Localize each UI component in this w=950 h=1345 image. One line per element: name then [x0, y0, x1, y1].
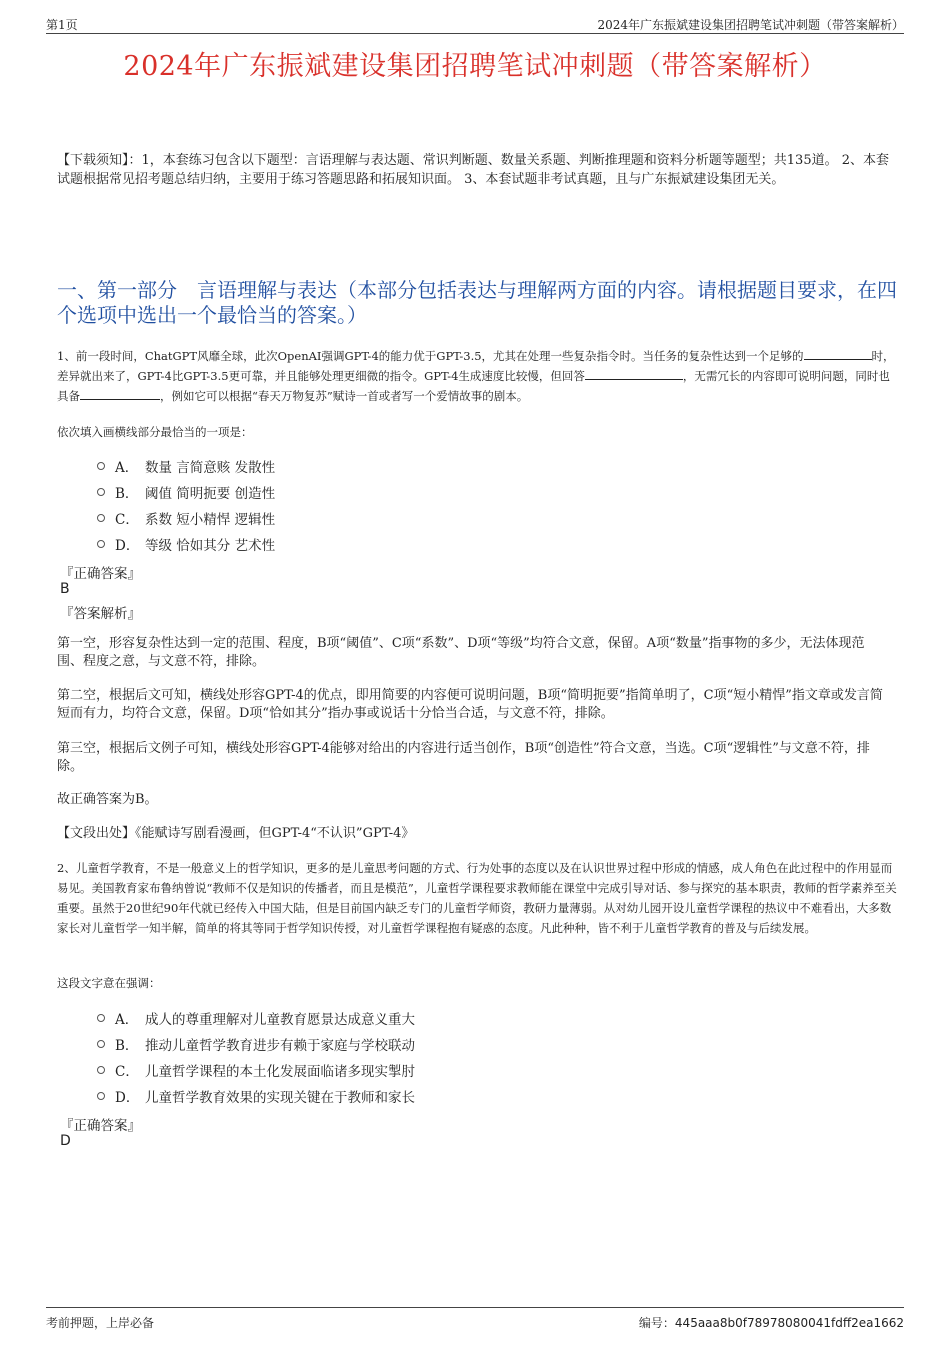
q1-analysis-paragraph: 第三空，根据后文例子可知，横线处形容GPT-4能够对给出的内容进行适当创作，B项“创造性”符合文意，当选。C项“逻辑性”与文意不符，排除。 — [57, 741, 870, 774]
option-text: 儿童哲学课程的本土化发展面临诸多现实掣肘 — [145, 1064, 415, 1080]
q1-analysis-paragraph: 第二空，根据后文可知，横线处形容GPT-4的优点，即用简要的内容便可说明问题，B项“简明扼要”指简单明了，C项“短小精悍”指文章或发言简短而有力，均符合文意，保留。D项“恰如其分”指办事或说话十分恰当合适，与文意不符，排除。 — [57, 688, 883, 721]
q2-option-d[interactable] — [97, 1086, 415, 1106]
q2-option-c[interactable] — [97, 1060, 415, 1080]
option-letter: B． — [115, 486, 139, 502]
q1-option-d[interactable] — [97, 534, 275, 554]
q1-stem-part-1: 1、前一段时间，ChatGPT风靡全球，此次OpenAI强调GPT-4的能力优于GPT-3.5，尤其在处理一些复杂指令时。当任务的复杂性达到一个足够的 — [57, 349, 804, 363]
header-divider — [46, 33, 904, 34]
q1-stem-part-2: 时，差异就出来了，GPT-4比GPT-3.5更可靠，并且能够处理更细微的指令。GPT-4生成速度比较慢，但回答 — [57, 349, 895, 383]
fill-blank-1 — [804, 347, 872, 360]
option-letter: B． — [115, 1038, 139, 1054]
q1-answer: B — [60, 581, 70, 597]
q1-source: 【文段出处】《能赋诗写剧看漫画，但GPT-4“不认识”GPT-4》 — [57, 826, 415, 841]
question-1-stem — [57, 346, 897, 406]
question-1-prompt: 依次填入画横线部分最恰当的一项是： — [57, 425, 253, 439]
radio-icon[interactable] — [97, 1014, 105, 1022]
option-text: 儿童哲学教育效果的实现关键在于教师和家长 — [145, 1090, 415, 1106]
serial-code: 445aaa8b0f78978080041fdff2ea1662 — [674, 1316, 904, 1330]
document-title: 2024年广东振斌建设集团招聘笔试冲刺题（带答案解析） — [123, 51, 827, 82]
page-number: 第1页 — [46, 18, 78, 32]
q2-option-b[interactable] — [97, 1034, 415, 1054]
radio-icon[interactable] — [97, 1040, 105, 1048]
fill-blank-2 — [585, 367, 683, 380]
q1-analysis-label: 『答案解析』 — [60, 606, 141, 622]
q2-answer-label: 『正确答案』 — [60, 1118, 141, 1134]
header-doc-title: 2024年广东振斌建设集团招聘笔试冲刺题（带答案解析） — [597, 18, 904, 32]
question-2-prompt: 这段文字意在强调： — [57, 976, 161, 990]
option-letter: D． — [115, 538, 140, 554]
q2-option-a[interactable] — [97, 1008, 415, 1028]
option-letter: C． — [115, 512, 139, 528]
serial-label: 编号： — [638, 1316, 675, 1330]
option-letter: D． — [115, 1090, 140, 1106]
q1-stem-part-3: ，无需冗长的内容即可说明问题，同时也具备 — [57, 369, 890, 403]
option-text: 阈值 简明扼要 创造性 — [145, 486, 276, 502]
option-text: 数量 言简意赅 发散性 — [145, 460, 276, 476]
q1-option-b[interactable] — [97, 482, 275, 502]
radio-icon[interactable] — [97, 514, 105, 522]
footer-slogan: 考前押题，上岸必备 — [46, 1316, 155, 1330]
download-notice: 【下载须知】：1，本套练习包含以下题型：言语理解与表达题、常识判断题、数量关系题、判断推理题和资料分析题等题型；共135道。 2、本套试题根据常见招考题总结归纳，主要用于练习答题思路和拓展知识面。 3、本套试题非考试真题，且与广东振斌建设集团无关。 — [57, 153, 889, 187]
q1-answer-label: 『正确答案』 — [60, 566, 141, 582]
radio-icon[interactable] — [97, 1092, 105, 1100]
radio-icon[interactable] — [97, 462, 105, 470]
question-2-stem: 2、儿童哲学教育，不是一般意义上的哲学知识，更多的是儿童思考问题的方式、行为处事的态度以及在认识世界过程中形成的情感，成人角色在此过程中的作用显而易见。美国教育家布鲁纳曾说“教师不仅是知识的传播者，而且是模范”，儿童哲学课程要求教师能在课堂中完成引导对话、参与探究的基本职责，教师的哲学素养至关重要。虽然于20世纪90年代就已经传入中国大陆，但是目前国内缺乏专门的儿童哲学师资，教研力量薄弱。从对幼儿园开设儿童哲学课程的热议中不难看出，大多数家长对儿童哲学一知半解，简单的将其等同于哲学知识传授，对儿童哲学课程抱有疑惑的态度。凡此种种，皆不利于儿童哲学教育的普及与后续发展。 — [57, 861, 897, 935]
section-heading: 一、第一部分 言语理解与表达（本部分包括表达与理解两方面的内容。请根据题目要求，在四个选项中选出一个最恰当的答案。） — [57, 278, 897, 327]
option-text: 等级 恰如其分 艺术性 — [145, 538, 276, 554]
option-text: 推动儿童哲学教育进步有赖于家庭与学校联动 — [145, 1038, 415, 1054]
radio-icon[interactable] — [97, 1066, 105, 1074]
radio-icon[interactable] — [97, 540, 105, 548]
option-text: 成人的尊重理解对儿童教育愿景达成意义重大 — [145, 1012, 415, 1028]
footer-serial — [639, 1314, 904, 1331]
q1-analysis-conclusion: 故正确答案为B。 — [57, 792, 158, 807]
footer-divider — [46, 1307, 904, 1308]
fill-blank-3 — [80, 387, 160, 400]
option-text: 系数 短小精悍 逻辑性 — [145, 512, 276, 528]
q1-analysis-paragraph: 第一空，形容复杂性达到一定的范围、程度，B项“阈值”、C项“系数”、D项“等级”均符合文意，保留。A项“数量”指事物的多少，无法体现范围、程度之意，与文意不符，排除。 — [57, 636, 865, 669]
q1-option-a[interactable] — [97, 456, 275, 476]
q1-stem-part-4: ，例如它可以根据“春天万物复苏”赋诗一首或者写一个爱情故事的剧本。 — [160, 389, 529, 403]
q2-answer: D — [60, 1133, 71, 1149]
option-letter: A． — [115, 460, 139, 476]
option-letter: A． — [115, 1012, 139, 1028]
q1-option-c[interactable] — [97, 508, 275, 528]
radio-icon[interactable] — [97, 488, 105, 496]
option-letter: C． — [115, 1064, 139, 1080]
